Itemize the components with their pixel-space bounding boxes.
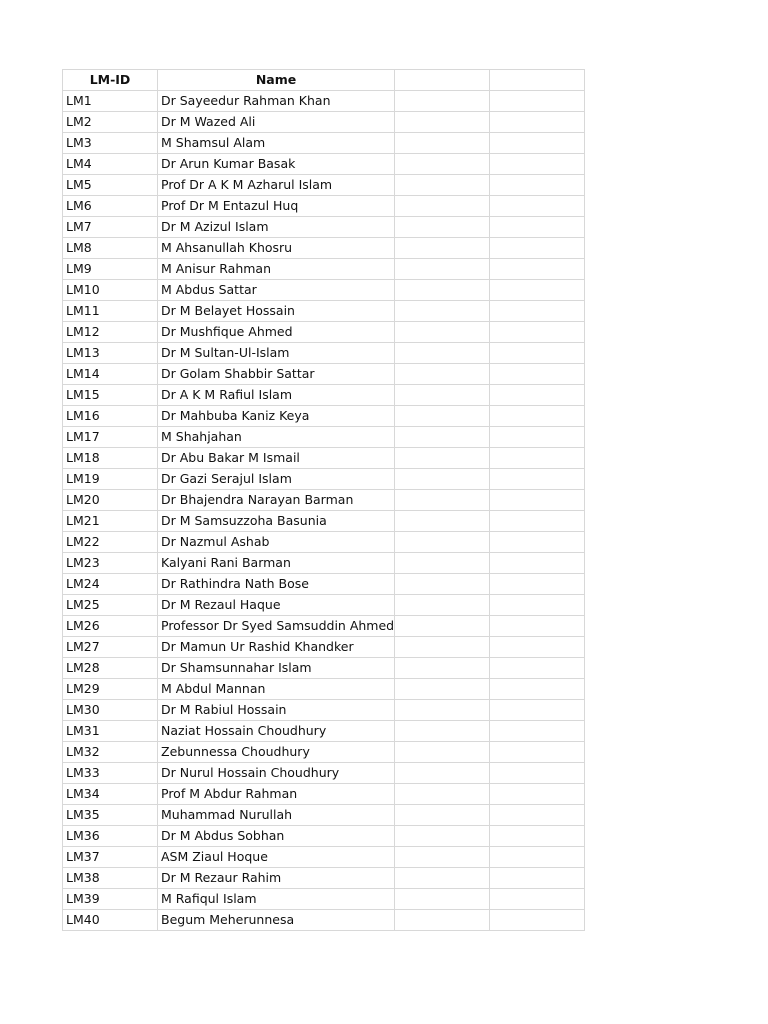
name-cell: ASM Ziaul Hoque [158,847,395,868]
name-cell: Naziat Hossain Choudhury [158,721,395,742]
empty-cell [490,847,585,868]
lm-id-cell: LM9 [63,259,158,280]
empty-cell [490,805,585,826]
table-row [63,637,585,658]
name-cell: Prof Dr A K M Azharul Islam [158,175,395,196]
empty-cell [395,868,490,889]
lm-id-cell: LM14 [63,364,158,385]
lm-id-cell: LM19 [63,469,158,490]
name-cell: Dr Golam Shabbir Sattar [158,364,395,385]
empty-cell [395,385,490,406]
empty-cell [490,259,585,280]
lm-id-cell: LM29 [63,679,158,700]
table-row [63,175,585,196]
empty-cell [395,238,490,259]
empty-cell [490,280,585,301]
empty-cell [490,385,585,406]
empty-cell [490,658,585,679]
table-row [63,679,585,700]
table-row [63,406,585,427]
empty-cell [490,616,585,637]
lm-id-cell: LM15 [63,385,158,406]
empty-cell [490,196,585,217]
lm-id-cell: LM8 [63,238,158,259]
empty-cell [395,301,490,322]
empty-cell [490,469,585,490]
name-cell: Dr Mamun Ur Rashid Khandker [158,637,395,658]
name-cell: Dr Shamsunnahar Islam [158,658,395,679]
name-cell: Dr M Azizul Islam [158,217,395,238]
table-row [63,868,585,889]
empty-cell [490,637,585,658]
table-row [63,385,585,406]
name-cell: Dr M Abdus Sobhan [158,826,395,847]
name-cell: Dr M Sultan-Ul-Islam [158,343,395,364]
empty-cell [395,595,490,616]
empty-cell [490,343,585,364]
empty-cell [395,721,490,742]
lm-id-cell: LM40 [63,910,158,931]
lm-id-cell: LM26 [63,616,158,637]
empty-cell [395,280,490,301]
empty-cell [490,700,585,721]
lm-id-cell: LM37 [63,847,158,868]
empty-cell [490,175,585,196]
empty-cell [395,889,490,910]
empty-cell [490,595,585,616]
empty-cell [395,805,490,826]
empty-cell [490,679,585,700]
lm-id-cell: LM25 [63,595,158,616]
empty-cell [490,364,585,385]
table-row [63,763,585,784]
name-cell: Dr A K M Rafiul Islam [158,385,395,406]
empty-cell [395,553,490,574]
table-row [63,511,585,532]
table-row [63,154,585,175]
table-body [63,91,585,931]
name-cell: M Shahjahan [158,427,395,448]
lm-id-cell: LM5 [63,175,158,196]
name-cell: Dr Abu Bakar M Ismail [158,448,395,469]
empty-cell [395,910,490,931]
table-row [63,301,585,322]
name-cell: Dr M Belayet Hossain [158,301,395,322]
lm-id-cell: LM28 [63,658,158,679]
empty-cell [490,301,585,322]
lm-id-cell: LM10 [63,280,158,301]
name-cell: Dr Nurul Hossain Choudhury [158,763,395,784]
table-row [63,616,585,637]
table-row [63,574,585,595]
header-empty-2 [490,70,585,91]
empty-cell [395,658,490,679]
empty-cell [395,742,490,763]
empty-cell [490,133,585,154]
table-row [63,847,585,868]
name-cell: Dr M Rezaul Haque [158,595,395,616]
lm-id-cell: LM22 [63,532,158,553]
name-cell: M Anisur Rahman [158,259,395,280]
empty-cell [395,175,490,196]
empty-cell [490,217,585,238]
empty-cell [395,196,490,217]
lm-id-cell: LM35 [63,805,158,826]
name-cell: M Shamsul Alam [158,133,395,154]
lm-id-cell: LM21 [63,511,158,532]
empty-cell [490,910,585,931]
lm-id-cell: LM17 [63,427,158,448]
empty-cell [490,868,585,889]
name-cell: Prof Dr M Entazul Huq [158,196,395,217]
name-cell: Dr Sayeedur Rahman Khan [158,91,395,112]
lm-id-cell: LM3 [63,133,158,154]
table-row [63,553,585,574]
header-empty-1 [395,70,490,91]
table-row [63,280,585,301]
empty-cell [395,217,490,238]
empty-cell [395,679,490,700]
member-table [62,69,585,931]
lm-id-cell: LM38 [63,868,158,889]
table-row [63,133,585,154]
empty-cell [395,406,490,427]
table-row [63,490,585,511]
lm-id-cell: LM30 [63,700,158,721]
lm-id-cell: LM12 [63,322,158,343]
empty-cell [395,112,490,133]
empty-cell [490,112,585,133]
empty-cell [395,91,490,112]
name-cell: Dr M Samsuzzoha Basunia [158,511,395,532]
empty-cell [490,406,585,427]
empty-cell [490,826,585,847]
table-row [63,700,585,721]
name-cell: Dr Mushfique Ahmed [158,322,395,343]
lm-id-cell: LM18 [63,448,158,469]
name-cell: Dr Arun Kumar Basak [158,154,395,175]
name-cell: Muhammad Nurullah [158,805,395,826]
name-cell: M Ahsanullah Khosru [158,238,395,259]
empty-cell [490,721,585,742]
table-row [63,322,585,343]
empty-cell [395,511,490,532]
table-row [63,364,585,385]
table-row [63,889,585,910]
lm-id-cell: LM1 [63,91,158,112]
table-row [63,658,585,679]
name-cell: Dr Bhajendra Narayan Barman [158,490,395,511]
empty-cell [490,784,585,805]
empty-cell [395,259,490,280]
lm-id-cell: LM34 [63,784,158,805]
table-row [63,259,585,280]
table-row [63,595,585,616]
lm-id-cell: LM7 [63,217,158,238]
empty-cell [395,700,490,721]
table-row [63,112,585,133]
name-cell: M Abdus Sattar [158,280,395,301]
table-row [63,742,585,763]
empty-cell [395,847,490,868]
table-row [63,784,585,805]
table-row [63,448,585,469]
empty-cell [490,427,585,448]
table-row [63,910,585,931]
lm-id-cell: LM11 [63,301,158,322]
name-cell: Zebunnessa Choudhury [158,742,395,763]
empty-cell [395,763,490,784]
header-row [63,70,585,91]
empty-cell [395,826,490,847]
empty-cell [490,532,585,553]
lm-id-cell: LM16 [63,406,158,427]
empty-cell [395,532,490,553]
empty-cell [490,574,585,595]
lm-id-cell: LM39 [63,889,158,910]
table-row [63,469,585,490]
lm-id-cell: LM23 [63,553,158,574]
name-cell: Dr Rathindra Nath Bose [158,574,395,595]
table-row [63,427,585,448]
table-row [63,721,585,742]
name-cell: Dr M Wazed Ali [158,112,395,133]
empty-cell [395,490,490,511]
empty-cell [490,322,585,343]
lm-id-cell: LM27 [63,637,158,658]
header-lm-id: LM-ID [63,70,158,91]
empty-cell [490,490,585,511]
table-row [63,826,585,847]
header-name: Name [158,70,395,91]
empty-cell [395,343,490,364]
empty-cell [490,763,585,784]
empty-cell [395,469,490,490]
lm-id-cell: LM24 [63,574,158,595]
lm-id-cell: LM20 [63,490,158,511]
table-row [63,238,585,259]
name-cell: Begum Meherunnesa [158,910,395,931]
lm-id-cell: LM33 [63,763,158,784]
lm-id-cell: LM4 [63,154,158,175]
name-cell: Dr M Rabiul Hossain [158,700,395,721]
empty-cell [490,553,585,574]
empty-cell [395,637,490,658]
empty-cell [395,322,490,343]
name-cell: M Rafiqul Islam [158,889,395,910]
empty-cell [395,364,490,385]
empty-cell [395,574,490,595]
empty-cell [490,742,585,763]
lm-id-cell: LM2 [63,112,158,133]
name-cell: Professor Dr Syed Samsuddin Ahmed [158,616,395,637]
empty-cell [395,154,490,175]
name-cell: M Abdul Mannan [158,679,395,700]
empty-cell [490,889,585,910]
empty-cell [395,616,490,637]
lm-id-cell: LM36 [63,826,158,847]
empty-cell [490,448,585,469]
lm-id-cell: LM13 [63,343,158,364]
empty-cell [395,427,490,448]
table-row [63,532,585,553]
empty-cell [490,91,585,112]
empty-cell [395,133,490,154]
table-row [63,91,585,112]
table-row [63,805,585,826]
table-row [63,217,585,238]
lm-id-cell: LM32 [63,742,158,763]
empty-cell [490,154,585,175]
empty-cell [490,238,585,259]
table-row [63,196,585,217]
empty-cell [395,784,490,805]
name-cell: Dr Nazmul Ashab [158,532,395,553]
lm-id-cell: LM31 [63,721,158,742]
lm-id-cell: LM6 [63,196,158,217]
name-cell: Prof M Abdur Rahman [158,784,395,805]
table-row [63,343,585,364]
name-cell: Dr M Rezaur Rahim [158,868,395,889]
name-cell: Dr Gazi Serajul Islam [158,469,395,490]
empty-cell [490,511,585,532]
name-cell: Dr Mahbuba Kaniz Keya [158,406,395,427]
empty-cell [395,448,490,469]
name-cell: Kalyani Rani Barman [158,553,395,574]
